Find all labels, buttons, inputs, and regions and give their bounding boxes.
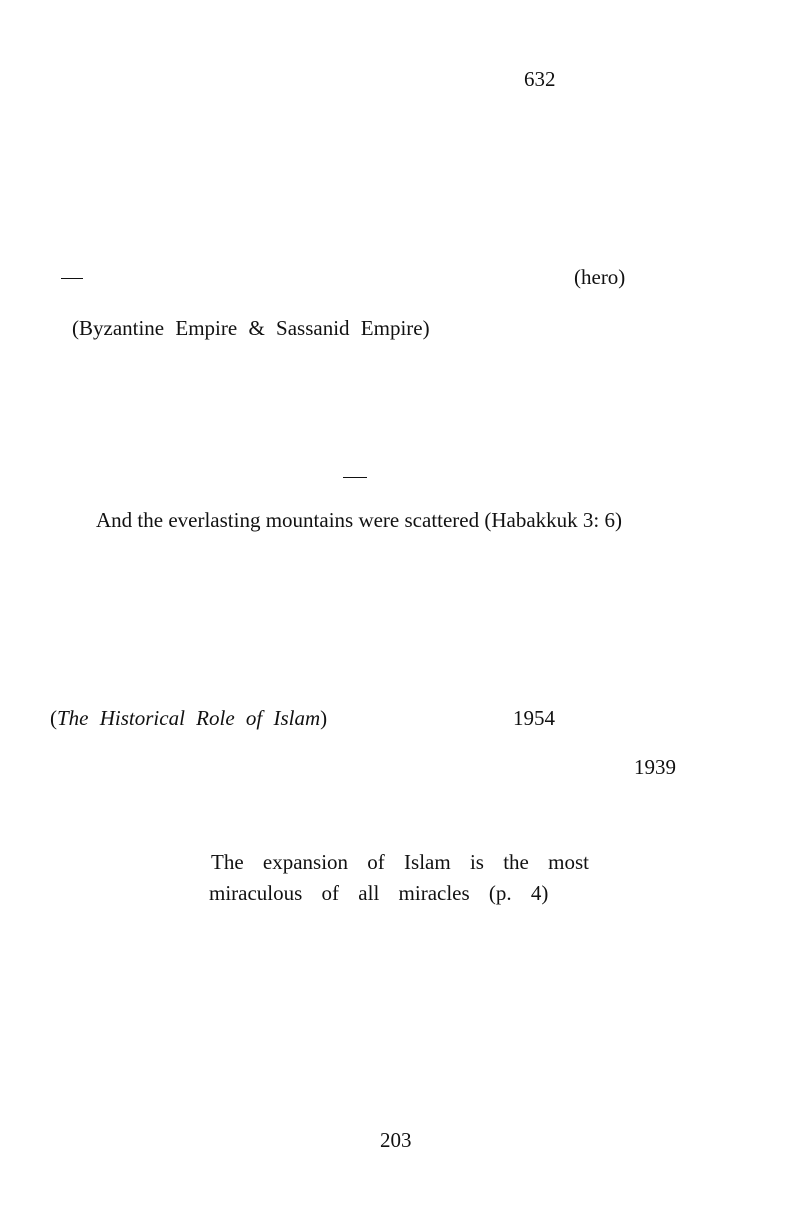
- quote-line-1: The expansion of Islam is the most: [211, 850, 589, 874]
- page-number: 203: [380, 1128, 412, 1152]
- year-1954: 1954: [513, 706, 555, 730]
- close-paren: ): [320, 706, 328, 730]
- hero-term: (hero): [574, 265, 626, 289]
- book-title: The Historical Role of Islam: [57, 706, 321, 730]
- bible-quote: And the everlasting mountains were scattered (Habakkuk 3: 6): [96, 508, 622, 532]
- year-632: 632: [524, 67, 556, 91]
- book-reference: [50, 705, 327, 731]
- em-dash-2: [343, 477, 367, 478]
- open-paren: (: [50, 706, 57, 730]
- em-dash-1: [61, 278, 83, 279]
- quote-line-2: miraculous of all miracles (p. 4): [209, 881, 549, 905]
- year-1939: 1939: [634, 755, 676, 779]
- empires-term: (Byzantine Empire & Sassanid Empire): [72, 316, 430, 340]
